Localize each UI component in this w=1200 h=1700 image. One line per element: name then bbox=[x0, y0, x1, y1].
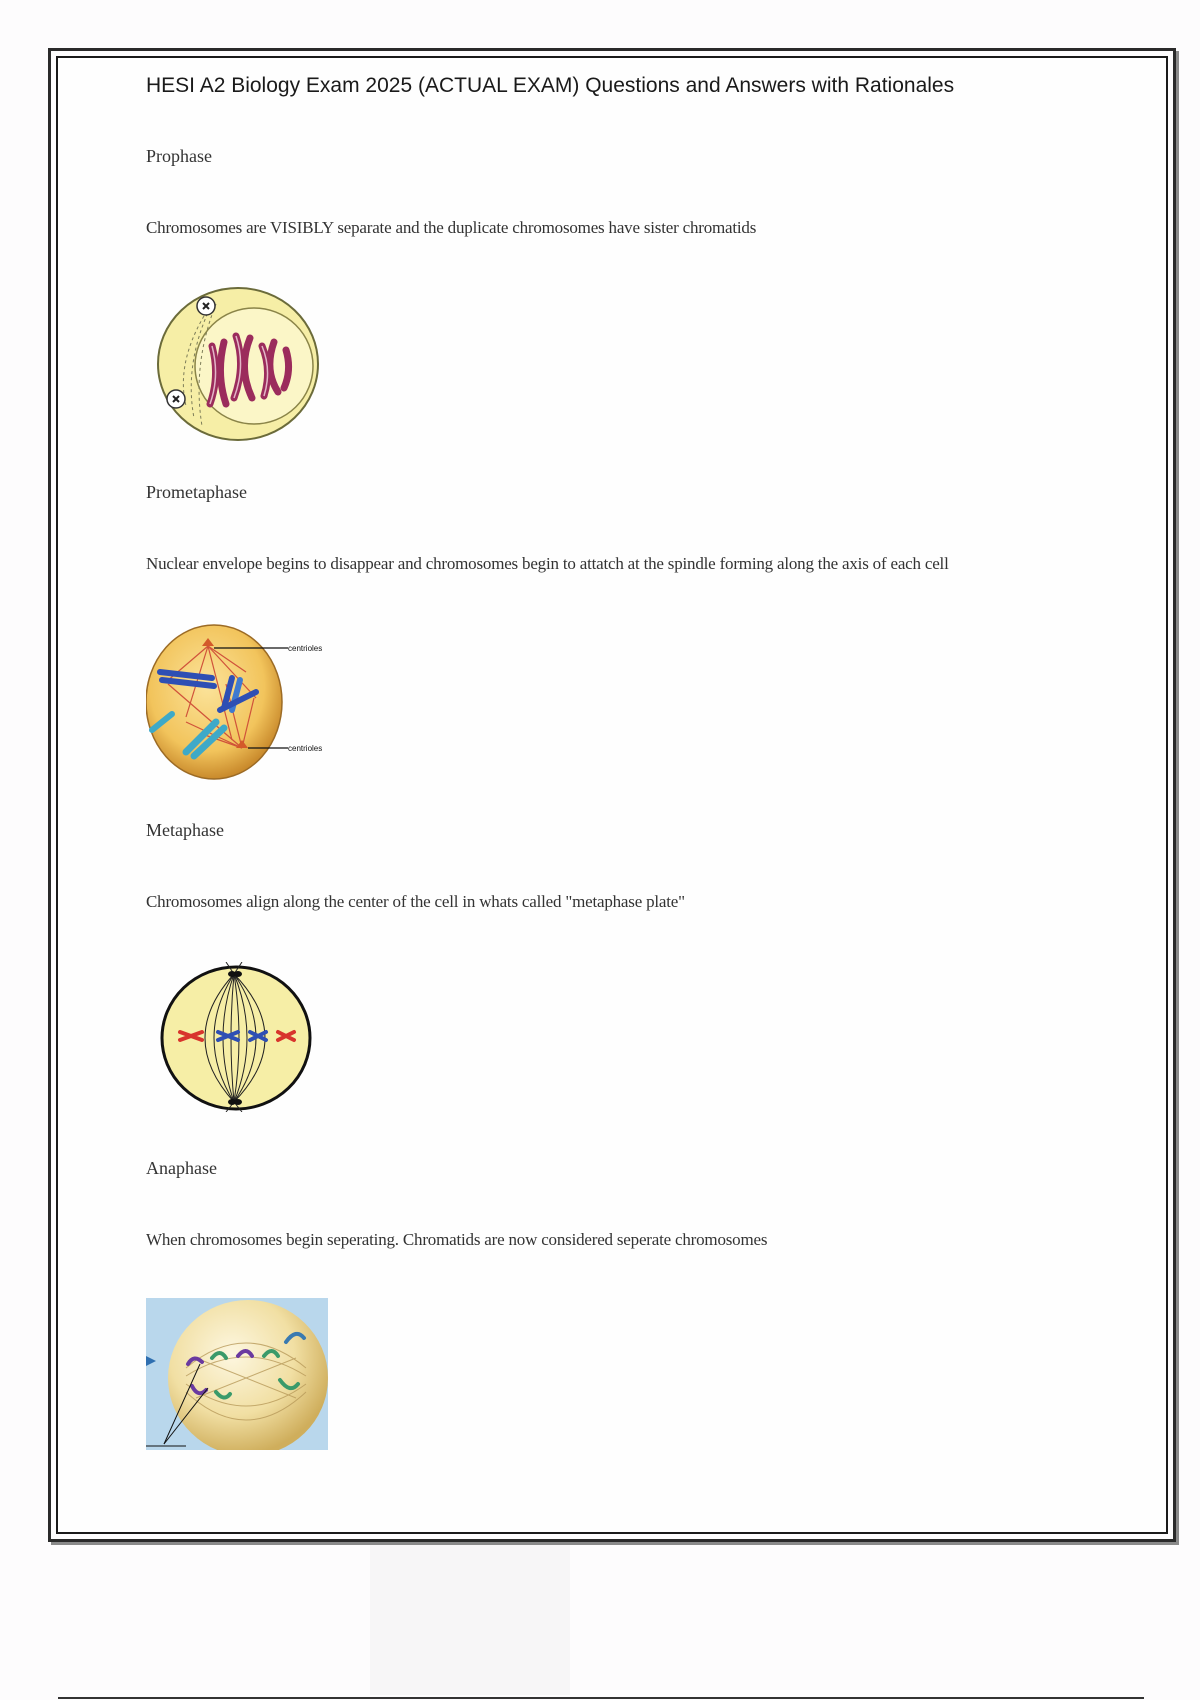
prophase-cell-illustration bbox=[146, 286, 321, 443]
prometaphase-cell-illustration bbox=[146, 622, 336, 782]
definition-anaphase: When chromosomes begin seperating. Chromatids are now considered seperate chromosomes bbox=[146, 1230, 768, 1249]
page-shadow-area bbox=[370, 1545, 570, 1695]
definition-metaphase: Chromosomes align along the center of the cell in whats called "metaphase plate" bbox=[146, 892, 685, 911]
metaphase-cell-illustration bbox=[146, 962, 316, 1112]
document-title: HESI A2 Biology Exam 2025 (ACTUAL EXAM) Questions and Answers with Rationales bbox=[146, 74, 955, 97]
centriole-label-top: centrioles bbox=[288, 644, 323, 653]
term-prometaphase: Prometaphase bbox=[146, 482, 247, 502]
footer-rule bbox=[58, 1697, 1144, 1699]
definition-prophase: Chromosomes are VISIBLY separate and the duplicate chromosomes have sister chromatids bbox=[146, 218, 757, 237]
term-prophase: Prophase bbox=[146, 146, 212, 166]
term-metaphase: Metaphase bbox=[146, 820, 224, 840]
anaphase-cell-illustration bbox=[146, 1298, 328, 1450]
term-anaphase: Anaphase bbox=[146, 1158, 217, 1178]
centriole-label-bottom: centrioles bbox=[288, 744, 323, 753]
definition-prometaphase: Nuclear envelope begins to disappear and chromosomes begin to attatch at the spindle forming along the axis of each cell bbox=[146, 554, 949, 573]
